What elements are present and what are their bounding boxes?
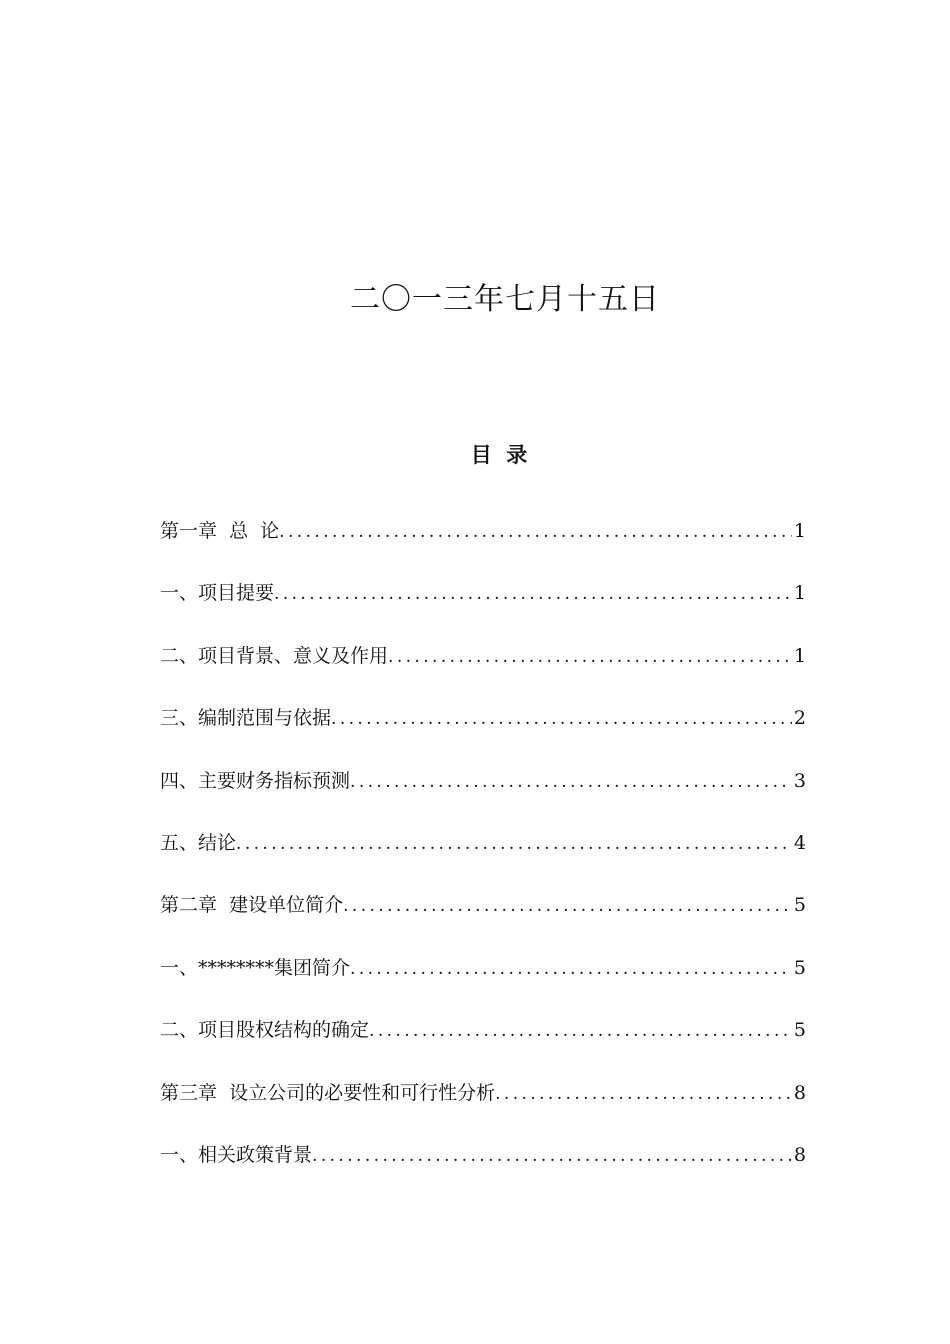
toc-entry-label: 三、编制范围与依据 bbox=[160, 707, 332, 730]
toc-entry[interactable] bbox=[160, 887, 806, 949]
toc-entry[interactable] bbox=[160, 1137, 806, 1199]
toc-entry-label: 第一章 总 论 bbox=[160, 520, 280, 542]
toc-leader-dots bbox=[279, 514, 792, 550]
toc-entry[interactable] bbox=[160, 700, 806, 762]
toc-leader-dots bbox=[388, 639, 792, 675]
toc-entry-page: 1 bbox=[793, 644, 806, 667]
toc-entry-label: 一、项目提要 bbox=[160, 582, 275, 605]
toc-entry[interactable] bbox=[160, 1075, 806, 1137]
toc-entry-page: 2 bbox=[793, 707, 806, 730]
toc-entry-label: 第三章 设立公司的必要性和可行性分析 bbox=[160, 1081, 496, 1104]
toc-entry-label: 二、项目股权结构的确定 bbox=[160, 1019, 370, 1042]
toc-entry[interactable] bbox=[160, 825, 806, 887]
toc-entry-label: 二、项目背景、意义及作用 bbox=[160, 644, 389, 667]
toc-leader-dots bbox=[350, 764, 792, 800]
toc-entry-page: 1 bbox=[793, 582, 806, 605]
toc-entry-page: 8 bbox=[793, 1081, 806, 1104]
toc-leader-dots bbox=[312, 1138, 792, 1174]
toc-entry-page: 5 bbox=[793, 894, 806, 917]
toc-entry-label: 一、相关政策背景 bbox=[160, 1143, 313, 1166]
toc-entry-page: 4 bbox=[793, 831, 806, 854]
toc-leader-dots bbox=[274, 576, 792, 612]
toc-entry[interactable] bbox=[160, 513, 806, 575]
toc-entry-page: 3 bbox=[793, 769, 806, 792]
toc-entry-page: 1 bbox=[793, 520, 806, 542]
toc-leader-dots bbox=[369, 1013, 792, 1049]
toc-leader-dots bbox=[236, 826, 792, 862]
date-line: 二〇一三年七月十五日 bbox=[350, 282, 660, 317]
toc-leader-dots bbox=[343, 888, 792, 924]
toc-title: 目 录 bbox=[470, 442, 528, 467]
toc-entry[interactable] bbox=[160, 1012, 806, 1074]
toc-entry-label: 五、结论 bbox=[160, 831, 237, 854]
toc-entry-page: 8 bbox=[793, 1143, 806, 1166]
toc-leader-dots bbox=[495, 1076, 792, 1112]
toc-entry[interactable] bbox=[160, 575, 806, 637]
toc-entry-label: 四、主要财务指标预测 bbox=[160, 769, 351, 792]
toc-entry-page: 5 bbox=[793, 956, 806, 979]
toc-leader-dots bbox=[350, 951, 792, 987]
toc-entry[interactable] bbox=[160, 638, 806, 700]
toc-entry-label: 第二章 建设单位简介 bbox=[160, 894, 344, 917]
toc-entry[interactable] bbox=[160, 950, 806, 1012]
toc-leader-dots bbox=[331, 701, 792, 737]
toc-entry-label: 一、********集团简介 bbox=[160, 956, 351, 979]
toc-entry-page: 5 bbox=[793, 1019, 806, 1042]
table-of-contents bbox=[160, 513, 806, 1199]
toc-entry[interactable] bbox=[160, 763, 806, 825]
